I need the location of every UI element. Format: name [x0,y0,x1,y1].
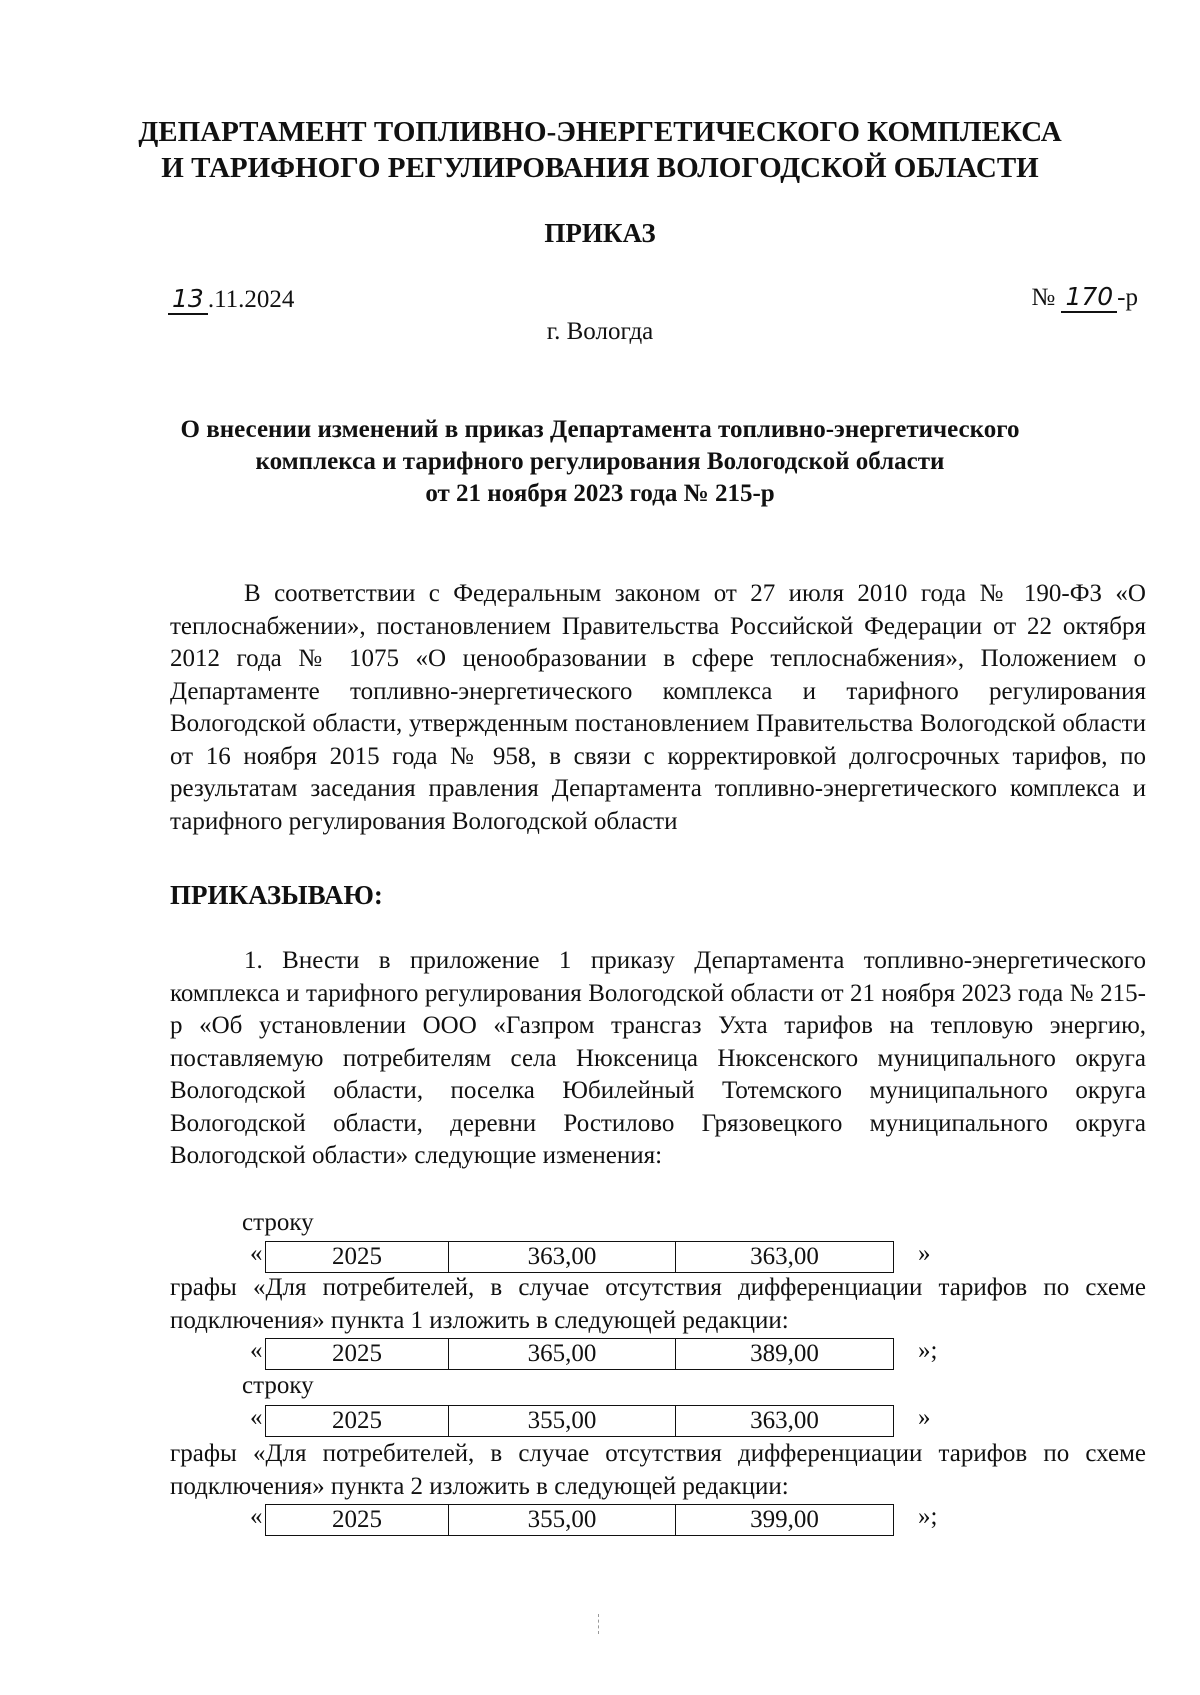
year-cell: 2025 [266,1242,449,1272]
subject-line-3: от 21 ноября 2023 года № 215-р [425,480,775,507]
scan-mark [598,1614,600,1634]
graph-text-1: графы «Для потребителей, в случае отсутствия дифференциации тарифов по схеме подключения» пункта 1 изложить в следующей редакции: [170,1274,1146,1334]
row-word-1: строку [242,1209,314,1236]
number-handwritten: 170 [1061,282,1117,313]
date-handwritten: 13 [168,284,208,315]
department-line-2: И ТАРИФНОГО РЕГУЛИРОВАНИЯ ВОЛОГОДСКОЙ ОБЛАСТИ [161,152,1039,184]
value-cell: 355,00 [449,1505,676,1535]
year-cell: 2025 [266,1406,449,1436]
number-prefix: № [1031,284,1056,311]
quote-open: « [250,1240,263,1267]
item-1-text: 1. Внести в приложение 1 приказу Департамента топливно-энергетического комплекса и тарифного регулирования Вологодской области от 21 ноября 2023 года № 215-р «Об установлении ООО «Газпром трансгаз Ухта тарифов на тепловую энергию, поставляемую потребителям села Нюксеница Нюксенского муниципального округа Вологодской области, поселка Юбилейный Тотемского муниципального округа Вологодской области, деревни Ростилово Грязовецкого муниципального округа Вологодской области» следующие изменения: [170,947,1146,1169]
tariff-table [265,1338,894,1370]
quote-open: « [250,1337,263,1364]
quote-close: » [918,1404,931,1431]
value-cell: 365,00 [449,1339,676,1369]
quote-close-semicolon: »; [918,1337,938,1364]
number-suffix: -р [1117,284,1138,311]
tariff-table [265,1241,894,1273]
quote-open: « [250,1503,263,1530]
department-line-1: ДЕПАРТАМЕНТ ТОПЛИВНО-ЭНЕРГЕТИЧЕСКОГО КОМПЛЕКСА [138,116,1062,148]
order-date [168,284,294,314]
department-header [0,114,1200,186]
value-cell: 363,00 [750,1407,819,1434]
value-cell: 389,00 [750,1340,819,1367]
quote-close-semicolon: »; [918,1503,938,1530]
subject-line-2: комплекса и тарифного регулирования Вологодской области [255,448,945,475]
order-number [1031,282,1138,312]
tariff-table [265,1504,894,1536]
tariff-table [265,1405,894,1437]
quote-open: « [250,1404,263,1431]
item-1-paragraph [170,945,1146,1173]
value-cell: 363,00 [449,1242,676,1272]
city: г. Вологда [546,318,654,345]
order-word: ПРИКАЗЫВАЮ: [170,880,383,910]
graph-text-2: графы «Для потребителей, в случае отсутствия дифференциации тарифов по схеме подключения» пункта 2 изложить в следующей редакции: [170,1440,1146,1500]
quote-close: » [918,1240,931,1267]
value-cell: 363,00 [750,1243,819,1270]
year-cell: 2025 [266,1339,449,1369]
value-cell: 399,00 [750,1506,819,1533]
doc-type-title: ПРИКАЗ [544,218,656,248]
row-word-2: строку [242,1372,314,1399]
preamble-text: В соответствии с Федеральным законом от 27 июля 2010 года № 190-ФЗ «О теплоснабжении», постановлением Правительства Российской Федерации от 22 октября 2012 года № 1075 «О ценообразовании в сфере теплоснабжения», Положением о Департаменте топливно-энергетического комплекса и тарифного регулирования Вологодской области, утвержденным постановлением Правительства Вологодской области от 16 ноября 2015 года № 958, в связи с корректировкой долгосрочных тарифов, по результатам заседания правления Департамента топливно-энергетического комплекса и тарифного регулирования Вологодской области [170,580,1146,835]
order-subject [0,414,1200,510]
subject-line-1: О внесении изменений в приказ Департамента топливно-энергетического [180,416,1020,443]
year-cell: 2025 [266,1505,449,1535]
date-printed: .11.2024 [207,286,295,313]
preamble-paragraph [170,578,1146,838]
value-cell: 355,00 [449,1406,676,1436]
